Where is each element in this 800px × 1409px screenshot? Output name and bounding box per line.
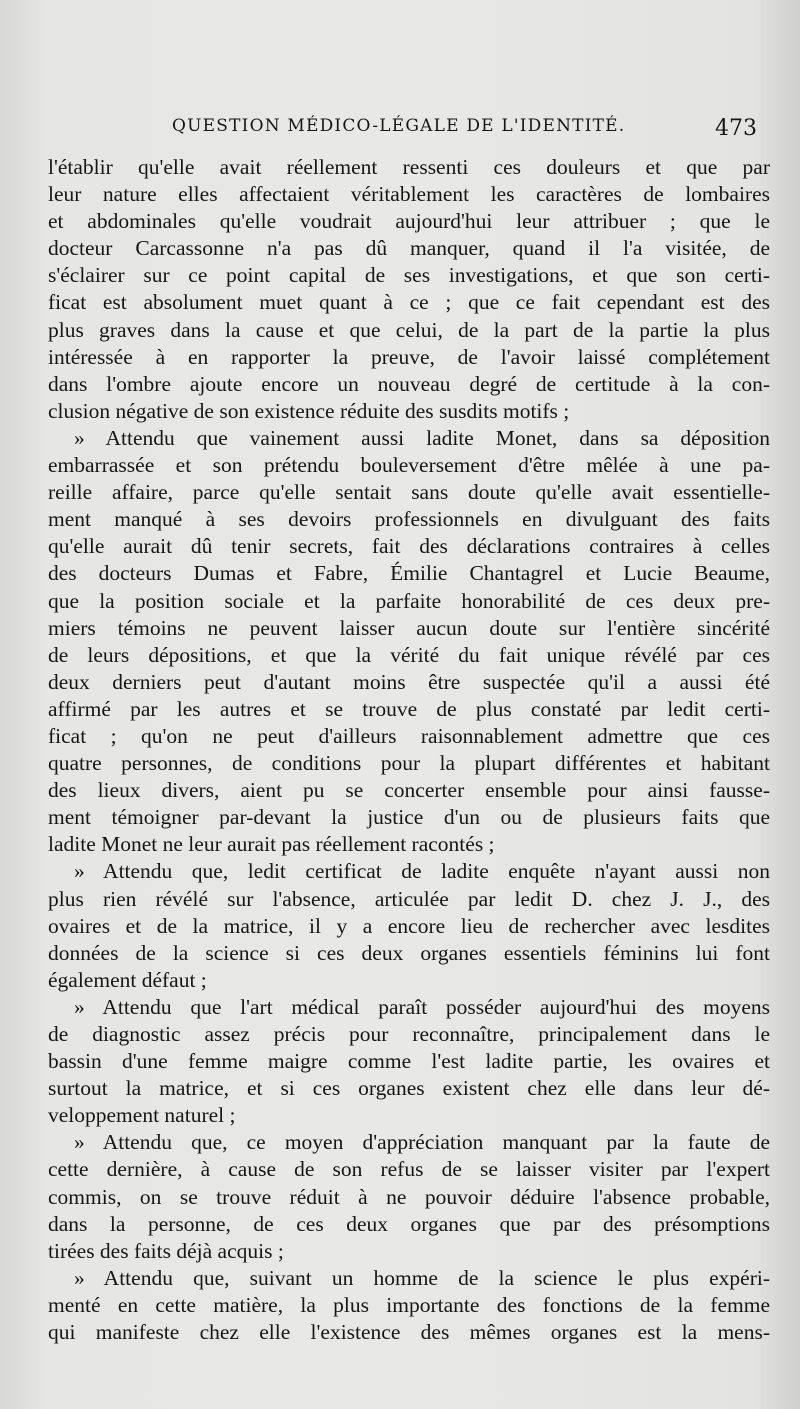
text-line: qu'elle aurait dû tenir secrets, fait des déclarations contraires à celles — [48, 534, 770, 559]
text-line: affirmé par les autres et se trouve de plus constaté par ledit certi- — [48, 696, 770, 721]
text-line: surtout la matrice, et si ces organes existent chez elle dans leur dé- — [48, 1076, 770, 1101]
text-line: données de la science si ces deux organes essentiels féminins lui font — [48, 940, 770, 965]
text-line: ment témoigner par-devant la justice d'un ou de plusieurs faits que — [48, 805, 770, 830]
text-line: des docteurs Dumas et Fabre, Émilie Chantagrel et Lucie Beaume, — [48, 561, 770, 586]
text-line: cette dernière, à cause de son refus de se laisser visiter par l'expert — [48, 1157, 770, 1182]
text-line: commis, on se trouve réduit à ne pouvoir déduire l'absence probable, — [48, 1184, 770, 1209]
text-line: de diagnostic assez précis pour reconnaître, principalement dans le — [48, 1022, 770, 1046]
text-line: intéressée à en rapporter la preuve, de l'avoir laissé complétement — [48, 344, 770, 369]
page-number: 473 — [715, 116, 757, 141]
running-title: QUESTION MÉDICO-LÉGALE DE L'IDENTITÉ. — [172, 116, 626, 136]
text-line: s'éclairer sur ce point capital de ses investigations, et que son certi- — [48, 263, 770, 288]
page-header — [0, 116, 800, 150]
text-line: menté en cette matière, la plus importante des fonctions de la femme — [48, 1292, 770, 1317]
text-line: clusion négative de son existence réduite des susdits motifs ; — [48, 398, 570, 423]
text-line: » Attendu que, suivant un homme de la science le plus expéri- — [74, 1265, 770, 1290]
text-line: bassin d'une femme maigre comme l'est ladite partie, les ovaires et — [48, 1049, 770, 1074]
text-line: que la position sociale et la parfaite honorabilité de ces deux pre- — [48, 588, 770, 613]
text-line: » Attendu que l'art médical paraît posséder aujourd'hui des moyens — [74, 994, 770, 1019]
text-line: ficat est absolument muet quant à ce ; que ce fait cependant est des — [48, 290, 770, 315]
text-line: qui manifeste chez elle l'existence des mêmes organes est la mens- — [48, 1320, 770, 1345]
text-line: docteur Carcassonne n'a pas dû manquer, quand il l'a visitée, de — [48, 236, 770, 261]
text-line: et abdominales qu'elle voudrait aujourd'hui leur attribuer ; que le — [48, 209, 770, 234]
text-line: embarrassée et son prétendu bouleversement d'être mêlée à une pa- — [48, 453, 770, 478]
text-line: plus graves dans la cause et que celui, de la part de la partie la plus — [48, 317, 770, 342]
text-line: ficat ; qu'on ne peut d'ailleurs raisonnablement admettre que ces — [48, 723, 770, 748]
text-line: des lieux divers, aient pu se concerter ensemble pour ainsi fausse- — [48, 778, 770, 803]
text-line: plus rien révélé sur l'absence, articulée par ledit D. chez J. J., des — [48, 886, 770, 911]
text-line: ovaires et de la matrice, il y a encore lieu de rechercher avec lesdites — [48, 913, 770, 938]
text-line: de leurs dépositions, et que la vérité du fait unique révélé par ces — [48, 642, 770, 667]
text-line: reille affaire, parce qu'elle sentait sans doute qu'elle avait essentielle- — [48, 480, 770, 505]
text-line: miers témoins ne peuvent laisser aucun doute sur l'entière sincérité — [48, 615, 770, 640]
body-text — [48, 154, 770, 1346]
text-line: » Attendu que, ledit certificat de ladite enquête n'ayant aussi non — [74, 859, 770, 884]
text-line: quatre personnes, de conditions pour la plupart différentes et habitant — [48, 751, 770, 776]
text-line: ment manqué à ses devoirs professionnels en divulguant des faits — [48, 507, 770, 532]
text-line: dans la personne, de ces deux organes que par des présomptions — [48, 1211, 770, 1236]
text-line: » Attendu que vainement aussi ladite Monet, dans sa déposition — [74, 425, 770, 450]
text-line: leur nature elles affectaient véritablement les caractères de lombaires — [48, 182, 770, 207]
text-line: veloppement naturel ; — [48, 1103, 236, 1128]
text-line: deux derniers peut d'autant moins être suspectée qu'il a aussi été — [48, 669, 770, 694]
text-line: l'établir qu'elle avait réellement ressenti ces douleurs et que par — [48, 155, 770, 179]
text-line: également défaut ; — [48, 967, 207, 992]
text-line: » Attendu que, ce moyen d'appréciation manquant par la faute de — [74, 1130, 770, 1155]
text-line: ladite Monet ne leur aurait pas réellement racontés ; — [48, 832, 495, 857]
text-line: tirées des faits déjà acquis ; — [48, 1238, 284, 1263]
text-line: dans l'ombre ajoute encore un nouveau degré de certitude à la con- — [48, 371, 770, 396]
